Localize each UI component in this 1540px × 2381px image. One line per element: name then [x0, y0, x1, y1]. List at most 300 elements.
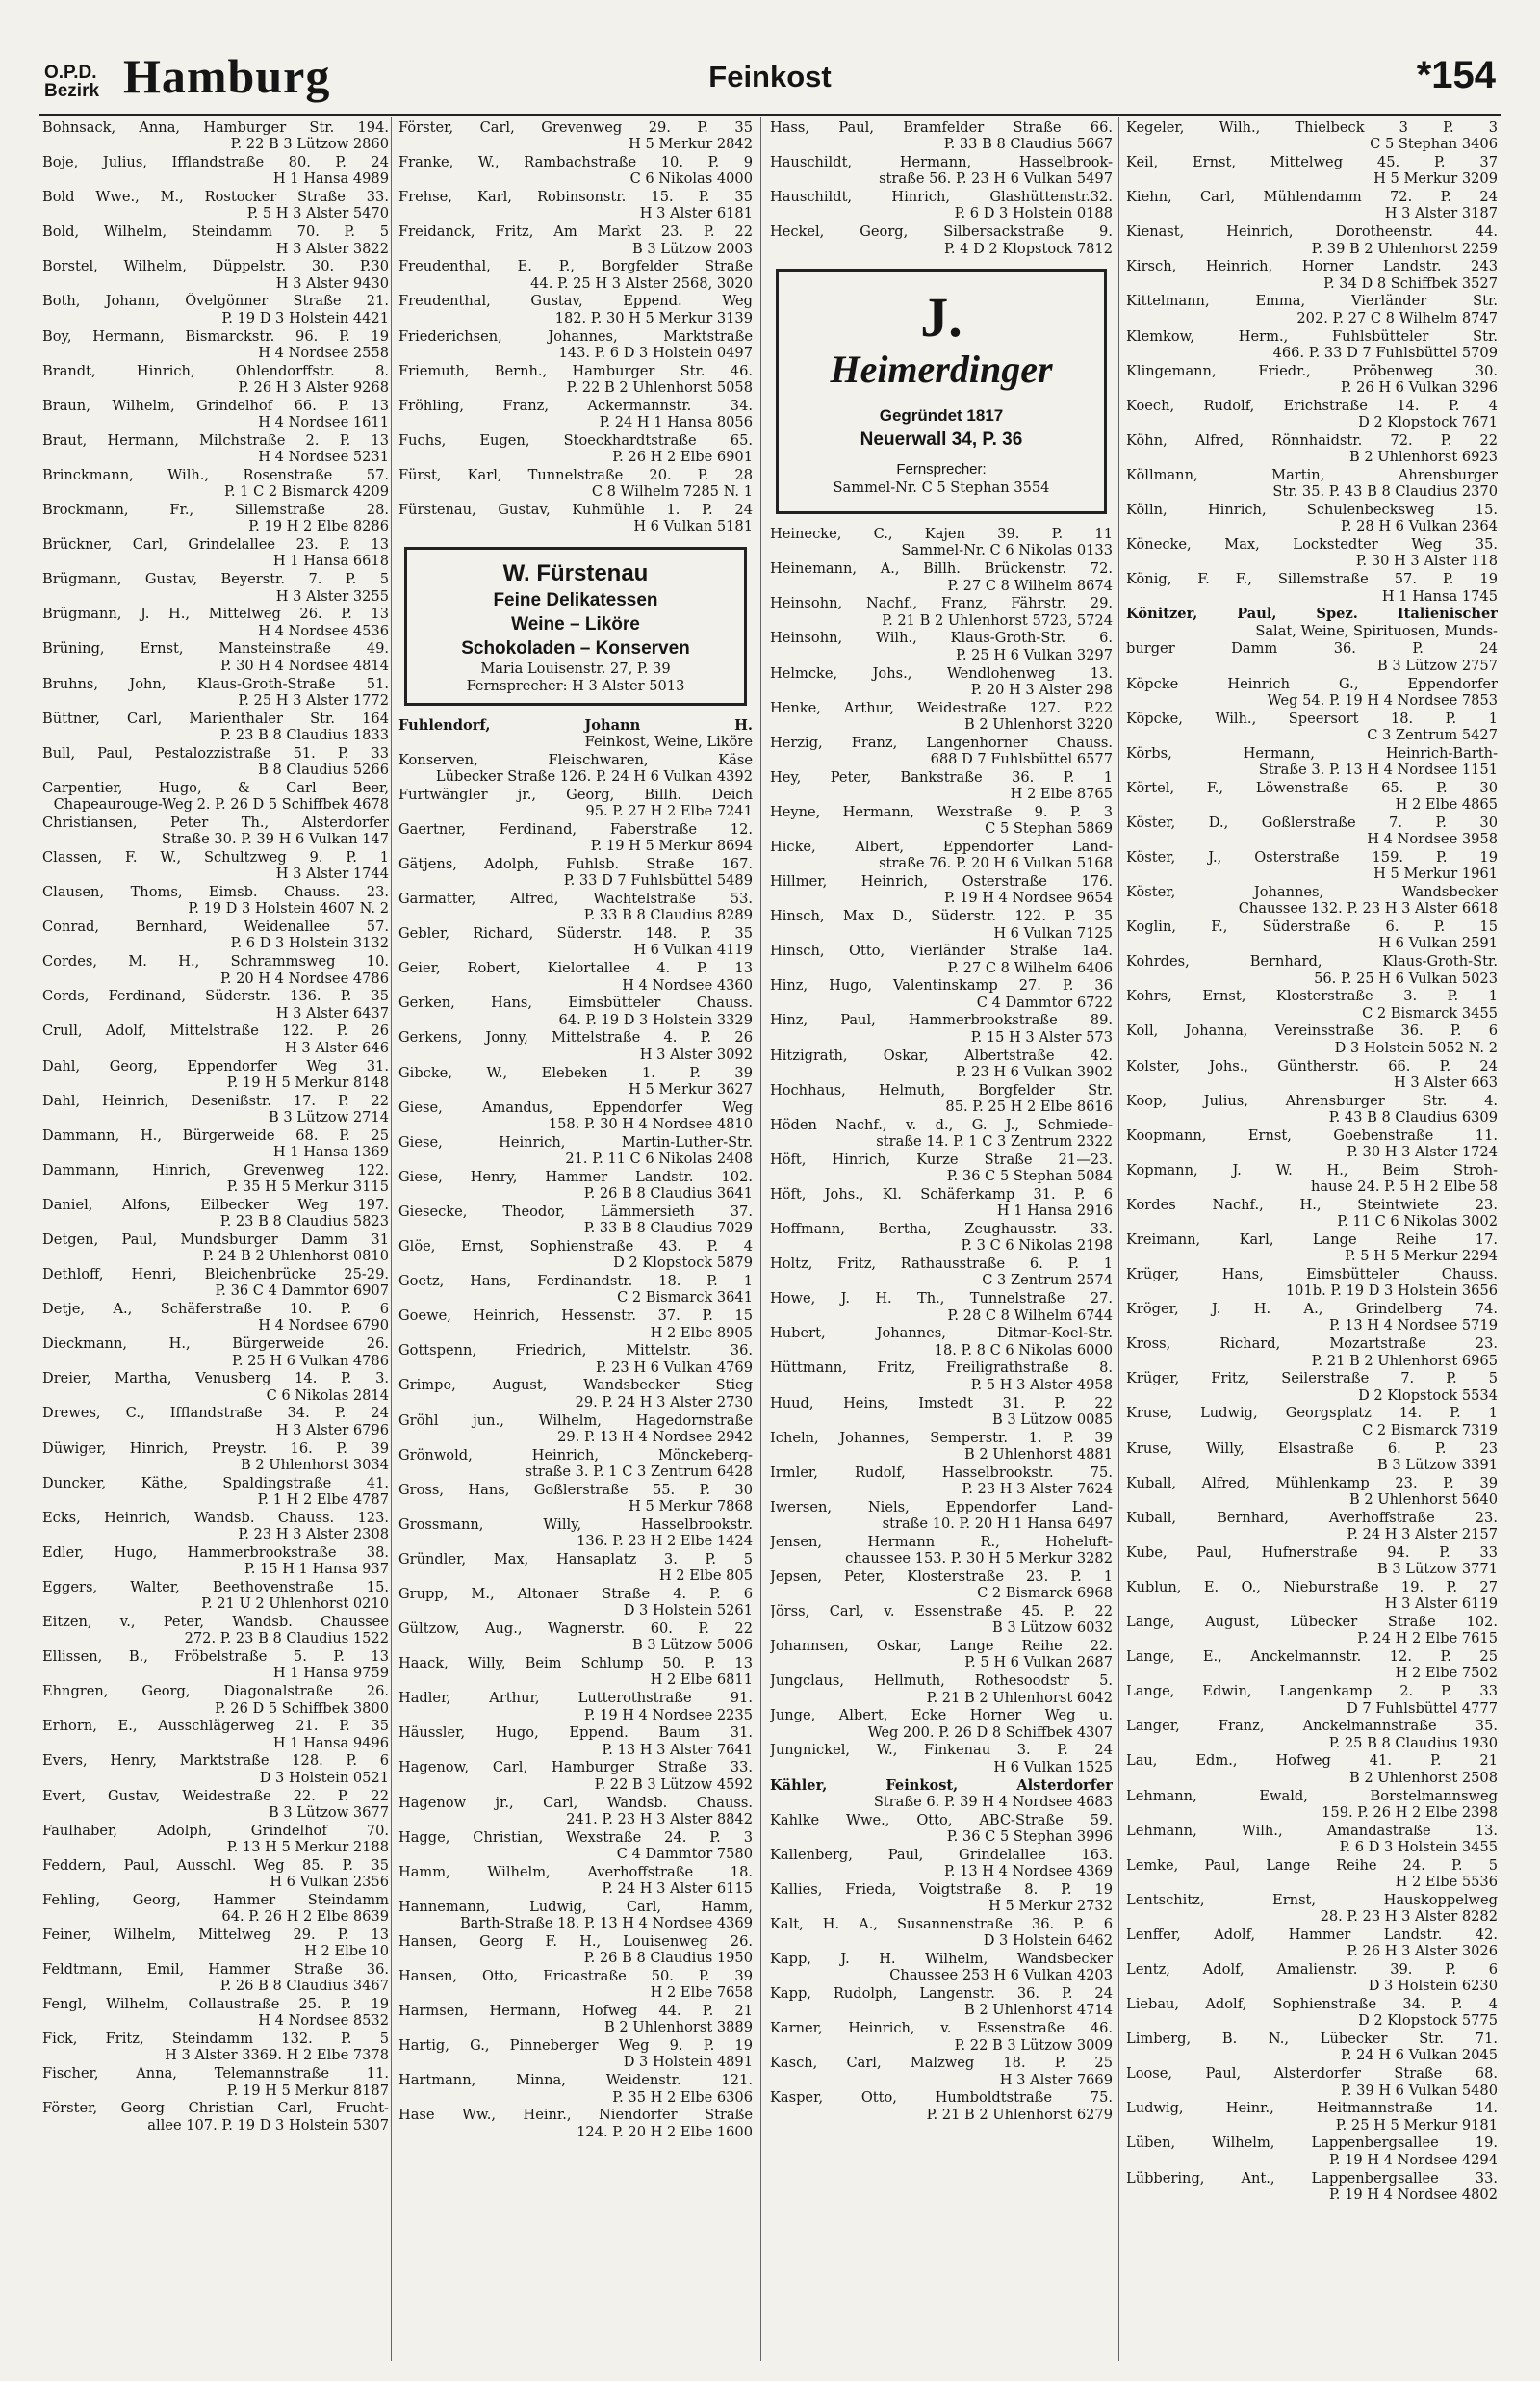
entry-name-line: Freudenthal, E. P., Borgfelder Straße — [398, 258, 753, 275]
directory-entry — [770, 1881, 1113, 1915]
entry-name-line: Hartig, G., Pinneberger Weg 9. P. 19 — [398, 2037, 753, 2055]
entry-detail-line: H 3 Alster 7669 — [999, 2071, 1113, 2088]
ad-line: Weine – Liköre — [511, 613, 640, 634]
entry-name-line: Kapp, J. H. Wilhelm, Wandsbecker — [770, 1951, 1113, 1968]
category-title: Feinkost — [708, 60, 832, 93]
entry-name-line: Both, Johann, Övelgönner Straße 21. — [42, 293, 389, 310]
entry-detail-line: P. 19 H 4 Nordsee 4802 — [1328, 2186, 1498, 2203]
entry-detail-line: Chapeaurouge-Weg 2. P. 26 D 5 Schiffbek 4678 — [53, 796, 389, 814]
directory-entry — [770, 1430, 1113, 1463]
entry-name-line: Hagenow jr., Carl, Wandsb. Chauss. — [398, 1794, 753, 1811]
entry-name-line: Eitzen, v., Peter, Wandsb. Chaussee — [42, 1614, 389, 1631]
entry-detail-line: H 5 Merkur 2732 — [988, 1898, 1113, 1915]
entry-detail-line: P. 36 C 4 Dammtor 6907 — [215, 1282, 389, 1300]
directory-entry — [1126, 1857, 1498, 1891]
entry-detail-line: P. 36 C 5 Stephan 3996 — [946, 1827, 1113, 1845]
entry-detail-line: P. 30 H 3 Alster 118 — [1355, 553, 1498, 570]
entry-detail-line: C 5 Stephan 5869 — [985, 820, 1113, 838]
entry-detail-line: P. 24 H 1 Hansa 8056 — [599, 414, 753, 431]
entry-detail-line: H 3 Alster 6181 — [639, 205, 753, 222]
directory-entry — [398, 2072, 753, 2106]
entry-name-line: Fröhling, Franz, Ackermannstr. 34. — [398, 397, 753, 414]
directory-entry — [1126, 1440, 1498, 1474]
entry-detail-line: Chaussee 132. P. 23 H 3 Alster 6618 — [1238, 900, 1498, 918]
entry-detail-line: P. 35 H 5 Merkur 3115 — [226, 1178, 389, 1196]
directory-entry — [1126, 640, 1498, 674]
entry-detail-line: B 3 Lützow 3391 — [1377, 1456, 1498, 1473]
entry-name-line: Christiansen, Peter Th., Alsterdorfer — [42, 814, 389, 831]
directory-entry — [42, 1892, 389, 1926]
entry-name-line: Fick, Fritz, Steindamm 132. P. 5 — [42, 2031, 389, 2048]
entry-name-line: Frehse, Karl, Robinsonstr. 15. P. 35 — [398, 189, 753, 206]
entry-detail-line: P. 15 H 1 Hansa 937 — [244, 1561, 389, 1578]
directory-entry — [770, 223, 1113, 257]
entry-name-line: Herzig, Franz, Langenhorner Chauss. — [770, 734, 1113, 751]
directory-entry — [770, 977, 1113, 1011]
directory-entry — [42, 2065, 389, 2099]
directory-entry — [1126, 1301, 1498, 1334]
entry-name-line: Grossmann, Willy, Hasselbrookstr. — [398, 1515, 753, 1533]
entry-name-line: Lentschitz, Ernst, Hauskoppelweg — [1126, 1891, 1498, 1908]
entry-detail-line: P. 23 H 6 Vulkan 3902 — [955, 1063, 1113, 1080]
directory-entry — [1126, 849, 1498, 883]
entry-detail-line: P. 25 B 8 Claudius 1930 — [1328, 1734, 1498, 1751]
entry-detail-line: Lübecker Straße 126. P. 24 H 6 Vulkan 4392 — [435, 768, 753, 786]
directory-entry — [42, 1683, 389, 1717]
directory-entry — [1126, 189, 1498, 222]
directory-entry — [42, 467, 389, 501]
entry-detail-line: allee 107. P. 19 D 3 Holstein 5307 — [147, 2116, 389, 2134]
entry-detail-line: H 2 Elbe 7658 — [650, 1984, 753, 2002]
directory-entry — [42, 1927, 389, 1960]
directory-entry — [398, 1412, 753, 1446]
entry-detail-line: P. 26 B 8 Claudius 3641 — [583, 1185, 753, 1203]
entry-detail-line: B 2 Uhlenhorst 4881 — [964, 1445, 1113, 1462]
directory-entry — [770, 665, 1113, 699]
entry-detail-line: P. 28 H 6 Vulkan 2364 — [1340, 518, 1498, 535]
entry-name-line: Kolster, Johs., Güntherstr. 66. P. 24 — [1126, 1057, 1498, 1074]
entry-name-line: Heinecke, C., Kajen 39. P. 11 — [770, 526, 1113, 543]
directory-entry — [770, 1117, 1113, 1151]
entry-detail-line: H 3 Alster 3822 — [275, 240, 389, 257]
directory-entry — [42, 1058, 389, 1092]
entry-detail-line: D 2 Klopstock 5775 — [1358, 2012, 1498, 2030]
entry-name-line: Kegeler, Wilh., Thielbeck 3 P. 3 — [1126, 119, 1498, 136]
entry-detail-line: P. 26 H 3 Alster 3026 — [1347, 1943, 1498, 1960]
directory-entry — [1126, 953, 1498, 987]
column-2 — [398, 119, 753, 2353]
entry-name-line: Kasper, Otto, Humboldtstraße 75. — [770, 2089, 1113, 2107]
entry-name-line: Hass, Paul, Bramfelder Straße 66. — [770, 119, 1113, 136]
entry-name-line: Holtz, Fritz, Rathausstraße 6. P. 1 — [770, 1255, 1113, 1273]
entry-detail-line: P. 20 H 3 Alster 298 — [970, 681, 1113, 698]
entry-name-line: Brückner, Carl, Grindelallee 23. P. 13 — [42, 536, 389, 554]
advertisement-heimerdinger — [776, 269, 1107, 514]
directory-entry — [1126, 1961, 1498, 1995]
entry-detail-line: P. 23 B 8 Claudius 5823 — [219, 1213, 389, 1230]
entry-detail-line: B 3 Lützow 2003 — [632, 240, 753, 257]
entry-detail-line: P. 6 D 3 Holstein 3455 — [1339, 1838, 1498, 1855]
directory-entry — [42, 1823, 389, 1856]
directory-entry — [398, 1690, 753, 1723]
entry-detail-line: H 3 Alster 6796 — [275, 1421, 389, 1438]
directory-entry — [1126, 1544, 1498, 1578]
entry-detail-line: Str. 35. P. 43 B 8 Claudius 2370 — [1272, 483, 1498, 501]
directory-entry — [42, 1162, 389, 1196]
entry-name-line: Fengl, Wilhelm, Collaustraße 25. P. 19 — [42, 1996, 389, 2013]
directory-entry — [398, 1795, 753, 1828]
directory-entry — [42, 1857, 389, 1891]
directory-entry — [770, 804, 1113, 838]
entry-name-line: Faulhaber, Adolph, Grindelhof 70. — [42, 1822, 389, 1839]
entry-name-line: Liebau, Adolf, Sophienstraße 34. P. 4 — [1126, 1996, 1498, 2013]
directory-entry — [398, 821, 753, 855]
directory-entry — [1126, 780, 1498, 814]
directory-entry — [1126, 988, 1498, 1022]
entry-name-line: Krüger, Fritz, Seilerstraße 7. P. 5 — [1126, 1370, 1498, 1387]
entry-detail-line: straße 76. P. 20 H 6 Vulkan 5168 — [879, 855, 1113, 872]
entry-name-line: Hoffmann, Bertha, Zeughausstr. 33. — [770, 1221, 1113, 1238]
column-1 — [42, 119, 389, 2353]
directory-entry — [398, 1447, 753, 1481]
entry-detail-line: H 2 Elbe 5536 — [1395, 1873, 1498, 1890]
entry-name-line: Kahlke Wwe., Otto, ABC-Straße 59. — [770, 1811, 1113, 1828]
entry-detail-line: H 1 Hansa 1745 — [1381, 587, 1498, 605]
entry-detail-line: P. 34 D 8 Schiffbek 3527 — [1323, 274, 1498, 292]
entry-name-line: Jepsen, Peter, Klosterstraße 23. P. 1 — [770, 1567, 1113, 1585]
entry-name-line: Köllmann, Martin, Ahrensburger — [1126, 466, 1498, 483]
directory-entry — [770, 1742, 1113, 1775]
directory-entry — [770, 1951, 1113, 1984]
entry-detail-line: P. 23 H 3 Alster 7624 — [962, 1481, 1113, 1497]
directory-entry — [770, 1812, 1113, 1846]
directory-entry — [1126, 606, 1498, 639]
entry-name-line: Evers, Henry, Marktstraße 128. P. 6 — [42, 1752, 389, 1770]
entry-detail-line: 182. P. 30 H 5 Merkur 3139 — [554, 309, 753, 326]
entry-name-line: Gottspenn, Friedrich, Mittelstr. 36. — [398, 1342, 753, 1359]
ad-line: Feine Delikatessen — [493, 589, 658, 610]
entry-name-line: Kordes Nachf., H., Steintwiete 23. — [1126, 1196, 1498, 1213]
directory-entry — [398, 1169, 753, 1203]
entry-name-line: Jörss, Carl, v. Essenstraße 45. P. 22 — [770, 1603, 1113, 1620]
directory-entry — [42, 1022, 389, 1056]
directory-entry — [398, 1203, 753, 1237]
entry-detail-line: H 3 Alster 3187 — [1384, 205, 1498, 222]
entry-detail-line: D 2 Klopstock 5534 — [1358, 1386, 1498, 1404]
entry-detail-line: P. 26 H 2 Elbe 6901 — [612, 449, 753, 466]
entry-detail-line: C 8 Wilhelm 7285 N. 1 — [591, 483, 753, 501]
directory-entry — [398, 1482, 753, 1515]
entry-name-line: Franke, W., Rambachstraße 10. P. 9 — [398, 154, 753, 171]
entry-detail-line: P. 26 D 5 Schiffbek 3800 — [215, 1699, 389, 1717]
page-header — [38, 50, 1502, 110]
directory-entry — [770, 2020, 1113, 2054]
entry-name-line: Conrad, Bernhard, Weidenallee 57. — [42, 919, 389, 936]
entry-name-line: Classen, F. W., Schultzweg 9. P. 1 — [42, 848, 389, 866]
entry-detail-line: B 3 Lützow 5006 — [632, 1637, 753, 1654]
column-divider — [760, 117, 761, 2361]
entry-name-line: Lange, Edwin, Langenkamp 2. P. 33 — [1126, 1683, 1498, 1700]
entry-detail-line: P. 26 B 8 Claudius 3467 — [219, 1978, 389, 1995]
directory-entry — [398, 189, 753, 222]
entry-name-line: Köster, D., Goßlerstraße 7. P. 30 — [1126, 814, 1498, 831]
entry-name-line: Lau, Edm., Hofweg 41. P. 21 — [1126, 1752, 1498, 1770]
entry-name-line: Brinckmann, Wilh., Rosenstraße 57. — [42, 466, 389, 483]
entry-name-line: Erhorn, E., Ausschlägerweg 21. P. 35 — [42, 1718, 389, 1735]
directory-entry — [42, 1648, 389, 1682]
directory-entry — [42, 676, 389, 710]
header-rule — [38, 114, 1502, 116]
entry-detail-line: P. 19 H 4 Nordsee 2235 — [583, 1706, 753, 1723]
directory-entry — [398, 363, 753, 397]
entry-detail-line: H 1 Hansa 9496 — [272, 1734, 389, 1751]
entry-detail-line: P. 33 B 8 Claudius 5667 — [943, 136, 1113, 153]
entry-name-line: Könecke, Max, Lockstedter Weg 35. — [1126, 536, 1498, 554]
entry-detail-line: C 5 Stephan 3406 — [1370, 136, 1498, 153]
entry-detail-line: 101b. P. 19 D 3 Holstein 3656 — [1285, 1282, 1498, 1300]
entry-name-line: Lange, August, Lübecker Straße 102. — [1126, 1614, 1498, 1631]
entry-detail-line: P. 33 D 7 Fuhlsbüttel 5489 — [563, 872, 753, 890]
entry-detail-line: 158. P. 30 H 4 Nordsee 4810 — [548, 1115, 753, 1132]
entry-detail-line: P. 24 H 3 Alster 6115 — [602, 1880, 753, 1898]
entry-name-line: Johannsen, Oskar, Lange Reihe 22. — [770, 1638, 1113, 1655]
entry-detail-line: H 3 Alster 3255 — [275, 587, 389, 605]
directory-entry — [42, 1996, 389, 2030]
directory-entry — [1126, 1648, 1498, 1682]
entry-name-line: Hadler, Arthur, Lutterothstraße 91. — [398, 1690, 753, 1707]
entry-detail-line: B 8 Claudius 5266 — [258, 761, 389, 778]
directory-entry — [770, 630, 1113, 663]
directory-entry — [1126, 1752, 1498, 1786]
entry-detail-line: B 3 Lützow 0085 — [992, 1410, 1113, 1428]
entry-detail-line: H 2 Elbe 8765 — [1010, 786, 1113, 803]
entry-name-line: Kruse, Ludwig, Georgsplatz 14. P. 1 — [1126, 1405, 1498, 1422]
entry-name-line: Eggers, Walter, Beethovenstraße 15. — [42, 1578, 389, 1595]
entry-detail-line: B 2 Uhlenhorst 6923 — [1349, 449, 1498, 466]
directory-entry — [398, 293, 753, 326]
directory-entry — [770, 2089, 1113, 2123]
directory-entry — [398, 1829, 753, 1863]
directory-entry — [42, 988, 389, 1022]
entry-name-line: Gibcke, W., Elebeken 1. P. 39 — [398, 1064, 753, 1081]
entry-name-line: Karner, Heinrich, v. Essenstraße 46. — [770, 2020, 1113, 2037]
entry-name-line: Häussler, Hugo, Eppend. Baum 31. — [398, 1724, 753, 1742]
directory-entry — [42, 1127, 389, 1161]
entry-name-line: Hagenow, Carl, Hamburger Straße 33. — [398, 1759, 753, 1776]
entry-name-line: Howe, J. H. Th., Tunnelstraße 27. — [770, 1290, 1113, 1307]
entry-detail-line: H 4 Nordsee 5231 — [258, 449, 389, 466]
entry-detail-line: P. 24 B 2 Uhlenhorst 0810 — [202, 1248, 389, 1265]
entry-name-line: Hauschildt, Hermann, Hasselbrook- — [770, 154, 1113, 171]
entry-detail-line: Salat, Weine, Spirituosen, Munds- — [1255, 622, 1498, 639]
entry-detail-line: D 2 Klopstock 5879 — [613, 1255, 753, 1272]
entry-name-line: Keil, Ernst, Mittelweg 45. P. 37 — [1126, 154, 1498, 171]
entry-detail-line: 143. P. 6 D 3 Holstein 0497 — [558, 344, 753, 361]
directory-entry — [42, 711, 389, 744]
entry-name-line: Kölln, Hinrich, Schulenbecksweg 15. — [1126, 502, 1498, 519]
directory-entry — [770, 1499, 1113, 1533]
directory-entry — [1126, 2100, 1498, 2134]
entry-name-line: Dreier, Martha, Venusberg 14. P. 3. — [42, 1370, 389, 1387]
entry-detail-line: P. 4 D 2 Klopstock 7812 — [944, 240, 1113, 257]
directory-entry — [398, 925, 753, 959]
entry-name-line: Hüttmann, Fritz, Freiligrathstraße 8. — [770, 1359, 1113, 1377]
entry-name-line: Freidanck, Fritz, Am Markt 23. P. 22 — [398, 223, 753, 241]
directory-entry — [42, 884, 389, 918]
directory-entry — [398, 258, 753, 292]
entry-name-line: Gerkens, Jonny, Mittelstraße 4. P. 26 — [398, 1029, 753, 1047]
directory-entry — [42, 223, 389, 257]
bezirk-line-1: O.P.D. — [44, 63, 97, 83]
page-number: *154 — [1416, 54, 1496, 96]
directory-entry — [398, 1377, 753, 1410]
directory-entry — [398, 1273, 753, 1307]
entry-name-line: Loose, Paul, Alsterdorfer Straße 68. — [1126, 2065, 1498, 2083]
entry-name-line: Heyne, Hermann, Wexstraße 9. P. 3 — [770, 803, 1113, 820]
entry-name-line: Dammann, H., Bürgerweide 68. P. 25 — [42, 1126, 389, 1144]
entry-detail-line: P. 26 B 8 Claudius 1950 — [583, 1950, 753, 1967]
entry-name-line: Klemkow, Herm., Fuhlsbütteler Str. — [1126, 327, 1498, 345]
entry-detail-line: C 2 Bismarck 6968 — [977, 1585, 1113, 1602]
entry-detail-line: B 2 Uhlenhorst 4714 — [964, 2002, 1113, 2019]
entry-name-line: Gebler, Richard, Süderstr. 148. P. 35 — [398, 925, 753, 943]
entry-name-line: Heinemann, A., Billh. Brückenstr. 72. — [770, 560, 1113, 578]
entry-detail-line: H 3 Alster 6119 — [1384, 1595, 1498, 1613]
directory-entry — [1126, 1475, 1498, 1509]
entry-detail-line: H 6 Vulkan 5181 — [633, 518, 753, 535]
entry-detail-line: B 3 Lützow 3771 — [1377, 1561, 1498, 1578]
entry-name-line: Clausen, Thoms, Eimsb. Chauss. 23. — [42, 884, 389, 901]
ad-title: W. Fürstenau — [502, 559, 649, 586]
entry-name-line: König, F. F., Sillemstraße 57. P. 19 — [1126, 571, 1498, 588]
directory-entry — [1126, 1162, 1498, 1196]
ad-address: Neuerwall 34, P. 36 — [860, 428, 1023, 450]
entry-name-line: Kittelmann, Emma, Vierländer Str. — [1126, 293, 1498, 310]
entry-name-line: Kalt, H. A., Susannenstraße 36. P. 6 — [770, 1915, 1113, 1932]
entry-name-line: Gaertner, Ferdinand, Faberstraße 12. — [398, 820, 753, 838]
entry-detail-line: straße 56. P. 23 H 6 Vulkan 5497 — [879, 170, 1113, 188]
entry-name-line: Goewe, Heinrich, Hessenstr. 37. P. 15 — [398, 1307, 753, 1325]
directory-entry — [398, 752, 753, 786]
entry-name-line: Kohrdes, Bernhard, Klaus-Groth-Str. — [1126, 953, 1498, 971]
entry-detail-line: H 1 Hansa 6618 — [272, 553, 389, 570]
entry-name-line: Huud, Heins, Imstedt 31. P. 22 — [770, 1394, 1113, 1411]
directory-entry — [1126, 1788, 1498, 1822]
entry-name-line: Ellissen, B., Fröbelstraße 5. P. 13 — [42, 1648, 389, 1666]
entry-detail-line: H 6 Vulkan 7125 — [993, 924, 1113, 942]
directory-entry — [42, 398, 389, 431]
entry-detail-line: P. 6 D 3 Holstein 0188 — [954, 205, 1113, 222]
entry-detail-line: H 6 Vulkan 2356 — [270, 1873, 389, 1890]
entry-name-line: Lentz, Adolf, Amalienstr. 39. P. 6 — [1126, 1960, 1498, 1978]
entry-detail-line: D 3 Holstein 5261 — [623, 1602, 753, 1619]
entry-name-line: Hauschildt, Hinrich, Glashüttenstr.32. — [770, 189, 1113, 206]
entry-detail-line: C 6 Nikolas 2814 — [266, 1386, 389, 1404]
ad-address: Maria Louisenstr. 27, P. 39 — [480, 660, 671, 677]
entry-detail-line: P. 25 H 6 Vulkan 4786 — [231, 1352, 389, 1369]
entry-detail-line: P. 13 H 3 Alster 7641 — [602, 1741, 753, 1758]
entry-name-line: Förster, Georg Christian Carl, Frucht- — [42, 2100, 389, 2117]
entry-detail-line: H 1 Hansa 1369 — [272, 1144, 389, 1161]
entry-name-line: Hansen, Georg F. H., Louisenweg 26. — [398, 1932, 753, 1950]
entry-name-line: Hicke, Albert, Eppendorfer Land- — [770, 839, 1113, 856]
directory-entry — [398, 1724, 753, 1758]
directory-entry — [770, 119, 1113, 153]
entry-detail-line: P. 15 H 3 Alster 573 — [970, 1028, 1113, 1046]
directory-entry — [1126, 398, 1498, 431]
directory-entry — [770, 908, 1113, 942]
entry-detail-line: H 1 Hansa 2916 — [996, 1203, 1113, 1220]
entry-name-line: Fuhlendorf, Johann H. — [398, 716, 753, 734]
directory-entry — [1126, 2135, 1498, 2168]
directory-entry — [770, 154, 1113, 188]
directory-entry — [398, 995, 753, 1028]
column-divider — [391, 117, 392, 2361]
entry-name-line: Fürst, Karl, Tunnelstraße 20. P. 28 — [398, 466, 753, 483]
entry-detail-line: Weg 54. P. 19 H 4 Nordsee 7853 — [1267, 691, 1498, 709]
entry-name-line: Könitzer, Paul, Spez. Italienischer — [1126, 606, 1498, 623]
directory-entry — [398, 328, 753, 362]
entry-name-line: Kähler, Feinkost, Alsterdorfer — [770, 1776, 1113, 1794]
directory-entry — [42, 293, 389, 326]
entry-detail-line: 202. P. 27 C 8 Wilhelm 8747 — [1296, 309, 1498, 326]
entry-detail-line: P. 22 B 2 Uhlenhorst 5058 — [566, 378, 753, 396]
entry-detail-line: C 3 Zentrum 5427 — [1367, 726, 1498, 743]
entry-detail-line: H 5 Merkur 3627 — [629, 1080, 753, 1098]
entry-detail-line: H 4 Nordsee 4360 — [622, 976, 753, 994]
entry-detail-line: P. 22 B 3 Lützow 4592 — [594, 1775, 753, 1793]
entry-name-line: Harmsen, Hermann, Hofweg 44. P. 21 — [398, 2003, 753, 2020]
entry-detail-line: P. 25 H 6 Vulkan 3297 — [955, 646, 1113, 663]
directory-entry — [770, 1916, 1113, 1950]
entry-detail-line: B 2 Uhlenhorst 3889 — [604, 2019, 753, 2036]
entry-name-line: Gründler, Max, Hansaplatz 3. P. 5 — [398, 1550, 753, 1567]
directory-entry — [770, 1048, 1113, 1081]
directory-entry — [42, 606, 389, 639]
entry-detail-line: H 2 Elbe 6811 — [650, 1671, 753, 1689]
entry-name-line: Lenffer, Adolf, Hammer Landstr. 42. — [1126, 1926, 1498, 1943]
entry-name-line: Kohrs, Ernst, Klosterstraße 3. P. 1 — [1126, 988, 1498, 1005]
directory-entry — [42, 1440, 389, 1474]
entry-name-line: Lemke, Paul, Lange Reihe 24. P. 5 — [1126, 1856, 1498, 1874]
entry-name-line: Boje, Julius, Ifflandstraße 80. P. 24 — [42, 154, 389, 171]
entry-detail-line: P. 5 H 6 Vulkan 2687 — [964, 1654, 1113, 1671]
entry-detail-line: P. 39 H 6 Vulkan 5480 — [1340, 2082, 1498, 2099]
entry-detail-line: H 4 Nordsee 1611 — [258, 414, 389, 431]
entry-detail-line: 85. P. 25 H 2 Elbe 8616 — [945, 1098, 1113, 1115]
entry-name-line: Kublun, E. O., Nieburstraße 19. P. 27 — [1126, 1578, 1498, 1595]
entry-detail-line: H 4 Nordsee 6790 — [258, 1317, 389, 1334]
directory-entry — [42, 1579, 389, 1613]
entry-detail-line: Straße 3. P. 13 H 4 Nordsee 1151 — [1258, 761, 1498, 778]
directory-entry — [1126, 502, 1498, 535]
directory-entry — [398, 1551, 753, 1585]
directory-entry — [1126, 1197, 1498, 1230]
directory-entry — [42, 1093, 389, 1126]
entry-name-line: Köster, Johannes, Wandsbecker — [1126, 884, 1498, 901]
entry-detail-line: P. 21 U 2 Uhlenhorst 0210 — [201, 1595, 389, 1613]
entry-detail-line: C 2 Bismarck 3455 — [1362, 1004, 1498, 1022]
directory-entry — [1126, 919, 1498, 952]
entry-detail-line: 29. P. 24 H 3 Alster 2730 — [575, 1393, 753, 1410]
directory-entry — [770, 1464, 1113, 1498]
entry-name-line: Bold Wwe., M., Rostocker Straße 33. — [42, 189, 389, 206]
entry-name-line: Höft, Hinrich, Kurze Straße 21—23. — [770, 1151, 1113, 1168]
entry-name-line: Förster, Carl, Grevenweg 29. P. 35 — [398, 119, 753, 136]
entry-detail-line: P. 11 C 6 Nikolas 3002 — [1337, 1213, 1498, 1230]
entry-detail-line: B 2 Uhlenhorst 3220 — [964, 715, 1113, 733]
directory-entry — [398, 1100, 753, 1133]
